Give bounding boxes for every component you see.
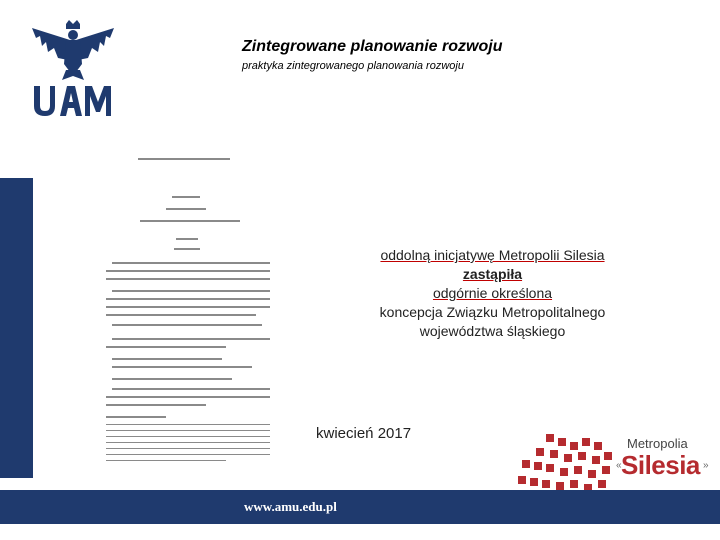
silesia-label: Silesia <box>621 450 700 480</box>
logo-quote-close: » <box>703 460 709 471</box>
statement-line-4: koncepcja Związku Metropolitalnego <box>379 304 606 320</box>
left-accent-bar <box>0 178 33 478</box>
page-subtitle: praktyka zintegrowanego planowania rozwoju <box>242 60 464 72</box>
footer-url-link[interactable]: www.amu.edu.pl <box>244 499 337 514</box>
logo-quote-open: « <box>616 460 622 471</box>
footer-bar <box>0 490 720 524</box>
statement-line-2: zastąpiła <box>462 266 523 282</box>
document-scan-image <box>100 150 276 468</box>
metropolia-label: Metropolia <box>627 436 688 451</box>
date-label: kwiecień 2017 <box>316 425 412 442</box>
statement-line-1: oddolną inicjatywę Metropolii Silesia <box>380 247 605 263</box>
page-title: Zintegrowane planowanie rozwoju <box>242 38 503 55</box>
uam-logo <box>30 20 116 120</box>
statement-line-3: odgórnie określona <box>432 285 553 301</box>
statement-line-5: województwa śląskiego <box>419 323 566 339</box>
statement-text <box>355 246 630 341</box>
